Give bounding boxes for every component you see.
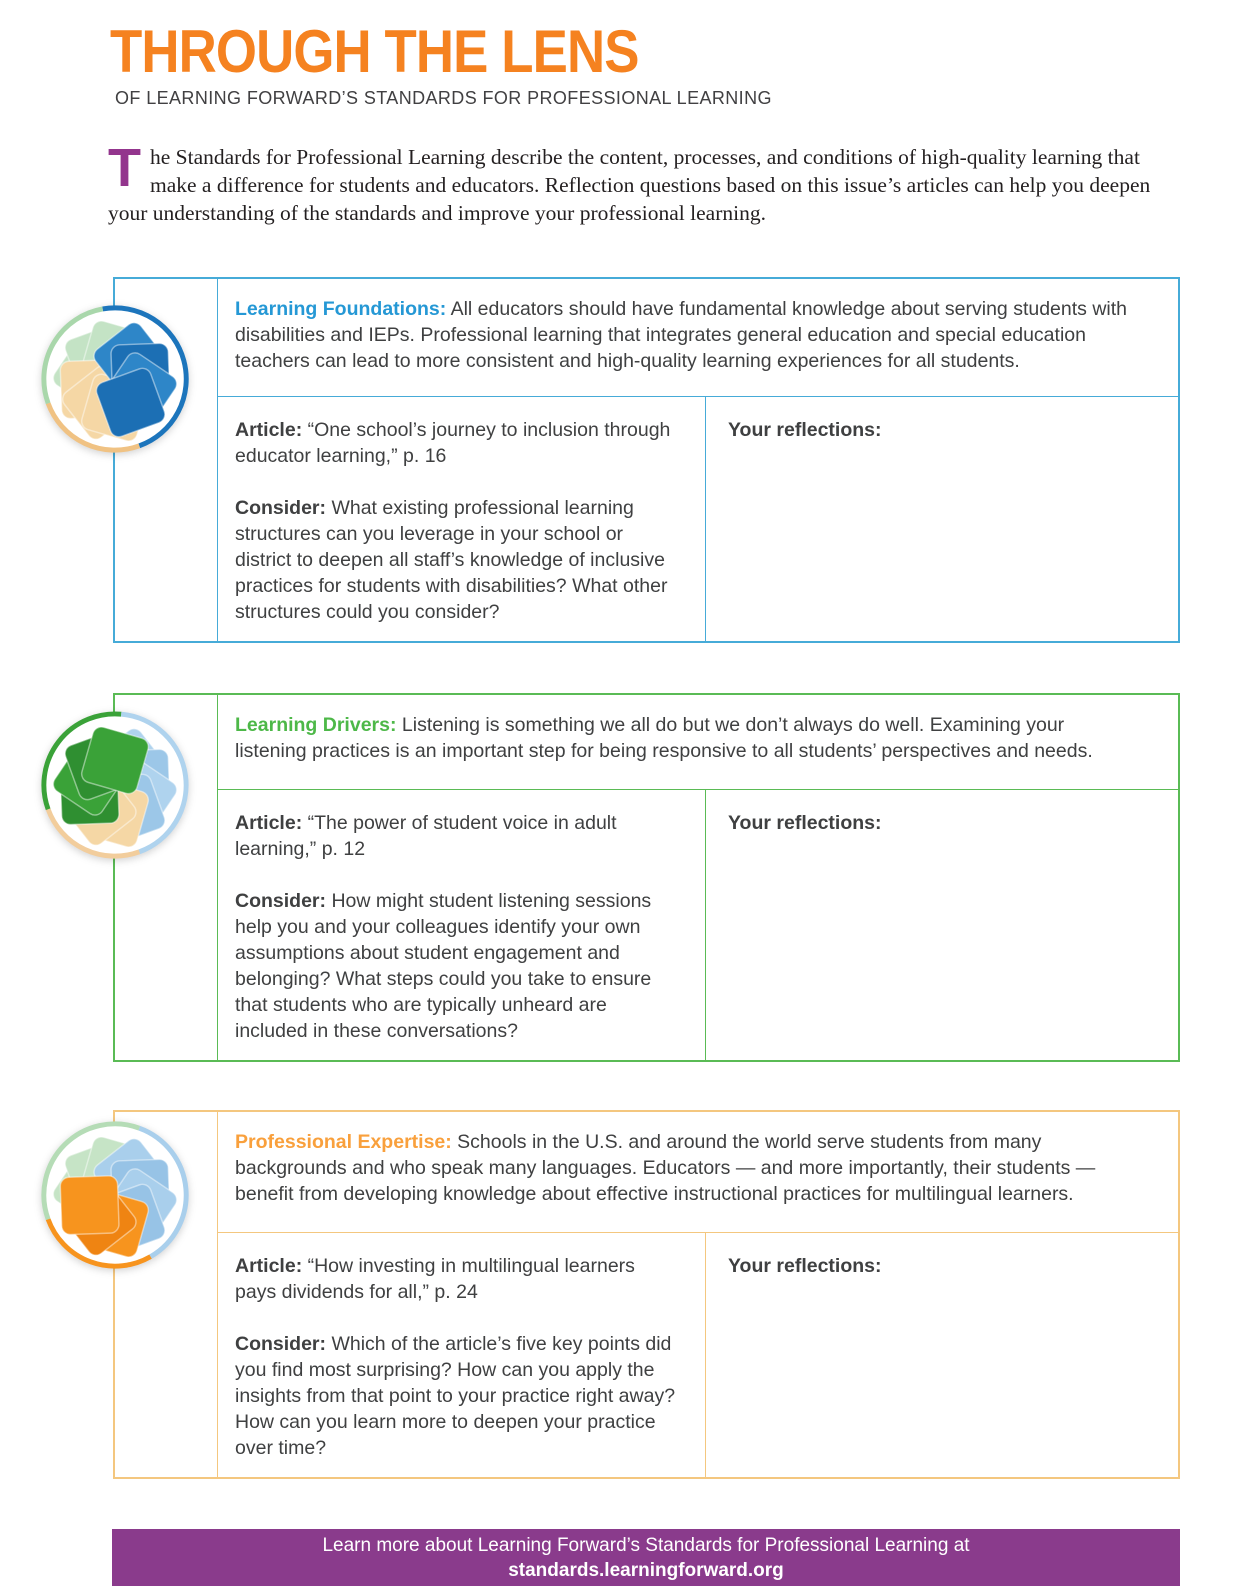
article-line (235, 417, 679, 469)
intro-dropcap: T (108, 138, 141, 198)
standards-pinwheel-orange-icon (36, 1116, 194, 1274)
intro-paragraph (108, 138, 1156, 227)
consider-line (235, 495, 679, 625)
reflection-table (113, 693, 1180, 1062)
article-label: Article: (235, 1255, 303, 1277)
article-title: “How investing in multilingual learners pays dividends for all,” p. 24 (235, 1255, 635, 1303)
reflections-label: Your reflections: (728, 812, 882, 834)
article-title: “The power of student voice in adult learning,” p. 12 (235, 812, 617, 860)
reflections-cell[interactable] (706, 397, 1178, 641)
section-header-cell (218, 695, 1178, 790)
footer-text: Learn more about Learning Forward’s Standards for Professional Learning at (322, 1534, 970, 1556)
reflections-cell[interactable] (706, 790, 1178, 1060)
article-label: Article: (235, 419, 303, 441)
intro-text: he Standards for Professional Learning describe the content, processes, and conditions of high-quality learning that make a difference for students and educators. Reflection questions based on this issue’s articles can help you deepen your understanding of the standards and improve your professional learning. (108, 145, 1151, 225)
consider-line (235, 1331, 679, 1461)
section-description: All educators should have fundamental knowledge about serving students with disabilities and IEPs. Professional learning that integrates general education and special education teachers can lead to more consistent and high-quality learning experiences for all students. (235, 298, 1128, 372)
consider-label: Consider: (235, 890, 327, 912)
article-cell (218, 790, 706, 1060)
reflections-label: Your reflections: (728, 1255, 882, 1277)
article-cell (218, 1233, 706, 1477)
section-label: Professional Expertise: (235, 1131, 452, 1153)
standards-pinwheel-green-icon (36, 706, 194, 864)
reflections-cell[interactable] (706, 1233, 1178, 1477)
footer-link[interactable]: standards.learningforward.org (508, 1559, 784, 1581)
section-learning-drivers (113, 693, 1180, 1062)
footer-banner (112, 1529, 1180, 1586)
section-learning-foundations (113, 277, 1180, 643)
reflection-table (113, 1110, 1180, 1479)
reflections-label: Your reflections: (728, 419, 882, 441)
section-label: Learning Foundations: (235, 298, 447, 320)
section-header-cell (218, 1112, 1178, 1233)
consider-question: What existing professional learning structures can you leverage in your school or district to deepen all staff’s knowledge of inclusive practices for students with disabilities? What other structures could you consider? (235, 497, 668, 623)
article-title: “One school’s journey to inclusion through educator learning,” p. 16 (235, 419, 671, 467)
consider-label: Consider: (235, 497, 327, 519)
consider-question: Which of the article’s five key points did you find most surprising? How can you apply the insights from that point to your practice right away? How can you learn more to deepen your practice over time? (235, 1333, 676, 1459)
article-line (235, 810, 679, 862)
page-subtitle: OF LEARNING FORWARD’S STANDARDS FOR PROFESSIONAL LEARNING (115, 88, 772, 108)
section-description: Schools in the U.S. and around the world serve students from many backgrounds and who speak many languages. Educators — and more importantly, their students — benefit from developing knowledge about effective instructional practices for multilingual learners. (235, 1131, 1096, 1205)
masthead (110, 0, 1233, 109)
consider-label: Consider: (235, 1333, 327, 1355)
consider-line (235, 888, 679, 1044)
section-description: Listening is something we all do but we don’t always do well. Examining your listening practices is an important step for being responsive to all students’ perspectives and needs. (235, 714, 1093, 762)
consider-question: How might student listening sessions help you and your colleagues identify your own assumptions about student engagement and belonging? What steps could you take to ensure that students who are typically unheard are included in these conversations? (235, 890, 652, 1042)
page-title: THROUGH THE LENS (110, 18, 639, 85)
article-cell (218, 397, 706, 641)
section-professional-expertise (113, 1110, 1180, 1479)
article-line (235, 1253, 679, 1305)
standards-pinwheel-blue-icon (36, 300, 194, 458)
article-label: Article: (235, 812, 303, 834)
section-header-cell (218, 279, 1178, 397)
section-label: Learning Drivers: (235, 714, 397, 736)
reflection-table (113, 277, 1180, 643)
